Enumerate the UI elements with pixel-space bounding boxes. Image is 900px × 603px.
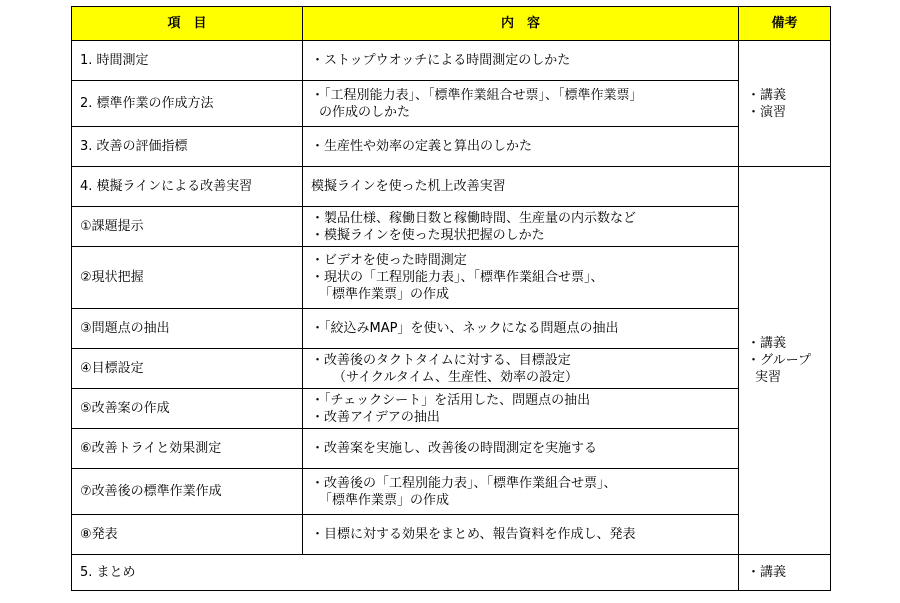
row-item: 5. まとめ	[72, 555, 739, 591]
table-row	[72, 41, 831, 81]
table-row	[72, 167, 831, 207]
row-content: 模擬ラインを使った机上改善実習	[303, 167, 739, 207]
header-content: 内 容	[303, 7, 739, 41]
table-row	[72, 127, 831, 167]
row-content: ・改善案を実施し、改善後の時間測定を実施する	[303, 429, 739, 469]
row-item: ⑤改善案の作成	[72, 389, 303, 429]
table-row	[72, 429, 831, 469]
table-row	[72, 515, 831, 555]
row-content: ・「絞込みMAP」を使い、ネックになる問題点の抽出	[303, 309, 739, 349]
note-lecture: ・講義	[739, 555, 831, 591]
table-row	[72, 555, 831, 591]
row-item: 1. 時間測定	[72, 41, 303, 81]
note-lecture-exercise: ・講義 ・演習	[739, 41, 831, 167]
row-content: ・生産性や効率の定義と算出のしかた	[303, 127, 739, 167]
row-item: 2. 標準作業の作成方法	[72, 81, 303, 127]
row-content: ・改善後の「工程別能力表」、「標準作業組合せ票」、 「標準作業票」の作成	[303, 469, 739, 515]
table-row	[72, 309, 831, 349]
table-row	[72, 81, 831, 127]
row-content: ・ビデオを使った時間測定 ・現状の「工程別能力表」、「標準作業組合せ票」、 「標準作業票」の作成	[303, 247, 739, 309]
table-row	[72, 207, 831, 247]
table-row	[72, 349, 831, 389]
row-content: ・製品仕様、稼働日数と稼働時間、生産量の内示数など ・模擬ラインを使った現状把握のしかた	[303, 207, 739, 247]
row-item: 3. 改善の評価指標	[72, 127, 303, 167]
header-row	[72, 7, 831, 41]
row-item: ③問題点の抽出	[72, 309, 303, 349]
row-item: ⑦改善後の標準作業作成	[72, 469, 303, 515]
row-content: ・改善後のタクトタイムに対する、目標設定 （サイクルタイム、生産性、効率の設定）	[303, 349, 739, 389]
row-content: ・ストップウオッチによる時間測定のしかた	[303, 41, 739, 81]
table-row	[72, 389, 831, 429]
row-content: ・「チェックシート」を活用した、問題点の抽出 ・改善アイデアの抽出	[303, 389, 739, 429]
curriculum-table	[71, 6, 831, 591]
row-item: ④目標設定	[72, 349, 303, 389]
row-content: ・「工程別能力表」、「標準作業組合せ票」、「標準作業票」 の作成のしかた	[303, 81, 739, 127]
row-item: ⑥改善トライと効果測定	[72, 429, 303, 469]
header-note: 備考	[739, 7, 831, 41]
row-content: ・目標に対する効果をまとめ、報告資料を作成し、発表	[303, 515, 739, 555]
row-item: ①課題提示	[72, 207, 303, 247]
row-item: ②現状把握	[72, 247, 303, 309]
table-row	[72, 469, 831, 515]
header-item: 項 目	[72, 7, 303, 41]
row-item: ⑧発表	[72, 515, 303, 555]
table-row	[72, 247, 831, 309]
row-item: 4. 模擬ラインによる改善実習	[72, 167, 303, 207]
note-lecture-group: ・講義 ・グループ 実習	[739, 167, 831, 555]
